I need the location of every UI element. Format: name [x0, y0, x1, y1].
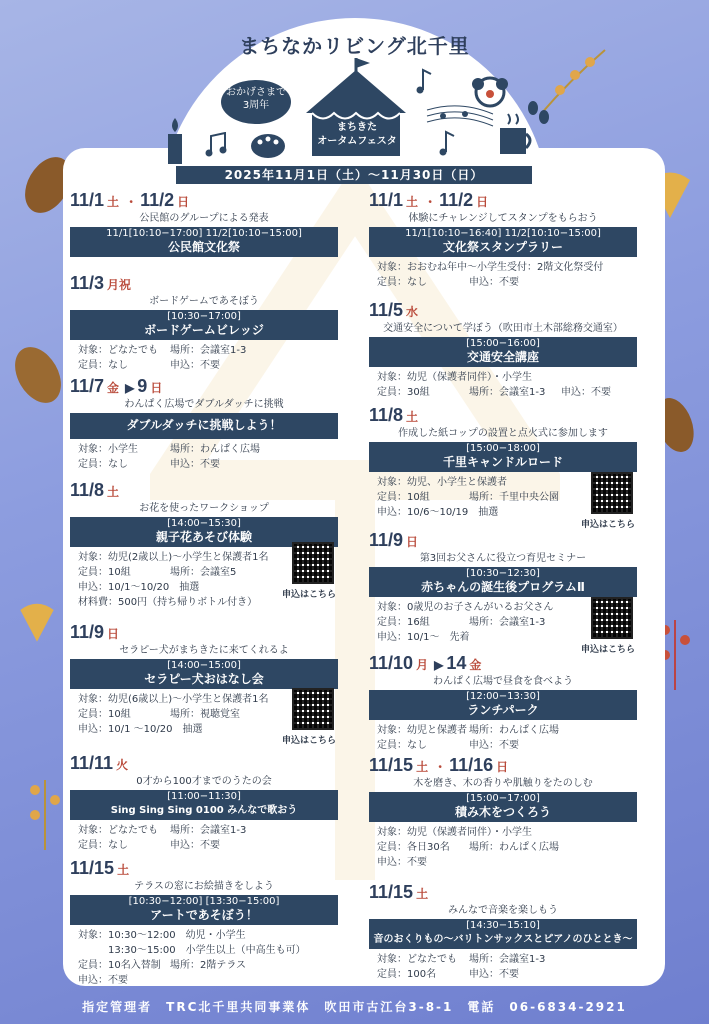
detail-text: 定員：10組 — [78, 567, 131, 578]
event-item — [70, 190, 338, 257]
detail-text: 定員：30組 — [377, 387, 430, 398]
detail-text: 申込：不要 — [78, 975, 128, 986]
event-item — [70, 622, 338, 746]
event-period-banner: 2025年11月1日（土）～11月30日（日） — [176, 166, 532, 184]
event-date — [369, 755, 637, 777]
event-time: [15:00−17:00] — [466, 793, 540, 804]
event-title-bar — [369, 690, 637, 720]
weekday-end: 日 — [476, 195, 489, 209]
footer-contact: 指定管理者 TRC北千里共同事業体 吹田市古江台3-8-1 電話 06-6834-2921 — [82, 1000, 627, 1014]
detail-text: 定員：10組 — [377, 492, 430, 503]
event-item — [369, 190, 637, 290]
qr-label: 申込はこちら — [581, 520, 636, 530]
weekday-end: 日 — [177, 195, 190, 209]
qr-code[interactable] — [292, 542, 334, 584]
event-name: 交通安全講座 — [466, 350, 539, 364]
detail-text: 対象：おおむね年中～小学生 — [377, 262, 507, 273]
event-title-bar — [70, 227, 338, 257]
event-details — [78, 823, 338, 853]
event-name: 千里キャンドルロード — [442, 455, 563, 469]
detail-text: 対象：幼児（保護者同伴）・小学生 — [377, 827, 532, 838]
event-date — [70, 190, 338, 212]
ginkgo-leaf-decoration — [12, 600, 62, 645]
event-name: Sing Sing Sing 0100 みんなで歌おう — [110, 805, 298, 816]
event-description: 体験にチャレンジしてスタンプをもらおう — [408, 213, 598, 224]
event-item — [70, 753, 338, 853]
qr-code[interactable] — [292, 688, 334, 730]
event-date — [70, 858, 338, 880]
event-date — [70, 753, 338, 775]
detail-text: 申込：不要 — [469, 969, 519, 980]
detail-text: 13:30～15:00 小学生以上（中高生も可） — [78, 945, 306, 956]
weekday-start: 水 — [406, 305, 419, 319]
event-title-bar — [369, 337, 637, 367]
festival-line-1: まちきた — [337, 122, 377, 133]
anniversary-bubble — [221, 80, 291, 124]
coffee-beans-icon — [525, 100, 551, 126]
detail-text: 定員：なし — [377, 740, 427, 751]
event-title-bar — [70, 413, 338, 439]
weekday-end: 金 — [469, 658, 482, 672]
event-name: ダブルダッチに挑戦しよう！ — [126, 418, 282, 432]
date-start: 11/11 — [70, 753, 114, 773]
event-time: [15:00−18:00] — [466, 443, 540, 454]
detail-row — [78, 457, 338, 472]
detail-row — [78, 442, 338, 457]
date-start: 11/15 — [70, 858, 115, 878]
music-note-icon — [438, 130, 456, 156]
event-time: [14:30−15:10] — [466, 920, 540, 931]
event-title-bar — [70, 310, 338, 340]
date-end: 9 — [137, 376, 148, 396]
weekday-start: 日 — [406, 535, 419, 549]
detail-text: 対象：小学生 — [78, 444, 138, 455]
detail-text: 場所：会議室1-3 — [469, 954, 546, 965]
event-details — [377, 952, 637, 982]
date-end: 11/16 — [449, 755, 494, 775]
detail-text: 申込：不要 — [469, 740, 519, 751]
weekday-end: 日 — [150, 381, 163, 395]
event-date — [369, 530, 637, 552]
bubble-line-1: おかげさまで — [226, 87, 286, 98]
qr-label: 申込はこちら — [282, 590, 337, 600]
event-name: ランチパーク — [467, 703, 539, 717]
detail-text: 申込：10/1～ 先着 — [377, 632, 470, 643]
detail-row — [78, 343, 338, 358]
date-separator: ▶ — [434, 658, 444, 672]
detail-text: 対象：10:30～12:00 幼児・小学生 — [78, 930, 246, 941]
event-details — [78, 343, 338, 373]
date-separator: ・ — [424, 195, 437, 209]
detail-text: 場所：2階テラス — [170, 960, 247, 971]
event-title-bar — [369, 792, 637, 822]
event-title-bar — [70, 659, 338, 689]
detail-text: 定員：なし — [78, 840, 128, 851]
date-separator: ・ — [125, 195, 138, 209]
event-time: [10:30−12:30] — [466, 568, 540, 579]
weekday-start: 土 — [406, 410, 419, 424]
detail-text: 対象：幼児(6歳以上)～小学生と保護者1名 — [78, 694, 269, 705]
detail-row — [377, 738, 637, 753]
event-description: 木を磨き、木の香りや肌触りをたのしむ — [413, 778, 593, 789]
detail-text: 対象：どなたでも — [78, 345, 158, 356]
detail-text: 定員：なし — [377, 277, 427, 288]
event-time: 11/1[10:10−16:40] 11/2[10:10−15:00] — [405, 228, 601, 239]
event-date — [70, 273, 338, 295]
event-details — [377, 260, 637, 290]
event-title-bar — [369, 919, 637, 949]
date-start: 11/9 — [369, 530, 404, 550]
event-details — [78, 928, 338, 988]
weekday-end: 日 — [496, 760, 509, 774]
music-note-icon — [205, 132, 229, 158]
event-time: [15:00−16:00] — [466, 338, 540, 349]
weekday-start: 土 — [416, 760, 429, 774]
event-description: わんぱく広場で昼食を食べよう — [433, 676, 573, 687]
date-end: 14 — [446, 653, 467, 673]
event-time: [14:00−15:00] — [167, 660, 241, 671]
event-date — [369, 405, 637, 427]
detail-text: 場所：視聴覚室 — [170, 709, 240, 720]
qr-code[interactable] — [591, 472, 633, 514]
detail-text: 定員：各日30名 — [377, 842, 450, 853]
event-description: テラスの窓にお絵描きをしよう — [134, 881, 274, 892]
event-description: 公民館のグループによる発表 — [139, 213, 269, 224]
detail-text: 定員：16組 — [377, 617, 430, 628]
detail-text: 対象：幼児、小学生と保護者 — [377, 477, 507, 488]
event-name: セラピー犬おはなし会 — [144, 672, 264, 686]
event-item — [70, 858, 338, 988]
music-score-icon — [425, 100, 495, 136]
event-item — [369, 755, 637, 870]
weekday-start: 日 — [107, 627, 120, 641]
event-name: 親子花あそび体験 — [155, 530, 252, 544]
date-separator: ・ — [434, 760, 447, 774]
event-description: 作成した紙コップの設置と点火式に参加します — [398, 428, 608, 439]
event-item — [369, 405, 637, 530]
detail-row — [377, 260, 637, 275]
event-item — [70, 376, 338, 472]
event-date — [369, 653, 637, 675]
qr-code[interactable] — [591, 597, 633, 639]
event-item — [369, 300, 637, 400]
weekday-start: 金 — [107, 381, 120, 395]
event-time: 11/1[10:10−17:00] 11/2[10:10−15:00] — [106, 228, 302, 239]
event-time: [10:30−17:00] — [167, 311, 241, 322]
detail-row — [78, 973, 338, 988]
event-item — [70, 273, 338, 373]
date-separator: ▶ — [125, 381, 135, 395]
detail-text: 定員：100名 — [377, 969, 437, 980]
detail-text: 申込：不要 — [561, 387, 611, 398]
candle-icon — [165, 118, 185, 164]
event-name: 文化祭スタンプラリー — [442, 240, 563, 254]
date-start: 11/7 — [70, 376, 105, 396]
detail-row — [377, 855, 637, 870]
event-description: ボードゲームであそぼう — [149, 296, 259, 307]
detail-row — [78, 928, 338, 943]
detail-text: 申込：不要 — [170, 360, 220, 371]
event-description: わんぱく広場でダブルダッチに挑戦 — [124, 399, 284, 410]
date-start: 11/3 — [70, 273, 105, 293]
detail-text: 申込：不要 — [469, 277, 519, 288]
event-date — [369, 300, 637, 322]
detail-text: 申込：10/1～10/20 抽選 — [78, 582, 200, 593]
event-time: [14:00−15:30] — [167, 518, 241, 529]
date-start: 11/15 — [369, 755, 414, 775]
weekday-start: 土 — [406, 195, 419, 209]
detail-text: 対象：幼児（保護者同伴）・小学生 — [377, 372, 532, 383]
event-item — [369, 530, 637, 655]
event-name: 公民館文化祭 — [167, 240, 240, 254]
event-date — [369, 190, 637, 212]
date-start: 11/8 — [70, 480, 105, 500]
event-name: ボードゲームビレッジ — [144, 323, 264, 337]
event-date — [70, 480, 338, 502]
detail-text: 定員：なし — [78, 360, 128, 371]
detail-row — [377, 967, 637, 982]
date-start: 11/1 — [70, 190, 105, 210]
event-date — [369, 882, 637, 904]
event-description: みんなで音楽を楽しもう — [448, 905, 558, 916]
detail-text: 場所：わんぱく広場 — [170, 444, 260, 455]
detail-text: 場所：会議室1-3 — [469, 617, 546, 628]
date-start: 11/9 — [70, 622, 105, 642]
detail-text: 申込：10/6～10/19 抽選 — [377, 507, 499, 518]
bubble-line-2: 3周年 — [242, 100, 270, 111]
detail-text: 場所：わんぱく広場 — [469, 842, 559, 853]
event-title-bar — [369, 442, 637, 472]
detail-text: 対象：幼児と保護者 — [377, 725, 467, 736]
weekday-start: 土 — [107, 485, 120, 499]
event-details — [377, 723, 637, 753]
festival-line-2: オータムフェスタ — [317, 136, 397, 147]
event-item — [369, 653, 637, 753]
leaf-decoration — [8, 340, 68, 410]
detail-row — [377, 723, 637, 738]
detail-text: 対象：どなたでも — [377, 954, 457, 965]
detail-row — [377, 952, 637, 967]
date-start: 11/5 — [369, 300, 404, 320]
detail-row — [377, 275, 637, 290]
date-end: 11/2 — [439, 190, 474, 210]
detail-text: 対象：どなたでも — [78, 825, 158, 836]
weekday-start: 月祝 — [107, 278, 132, 292]
detail-text: 受付：2階文化祭受付 — [507, 262, 604, 273]
event-time: [11:00−11:30] — [167, 791, 241, 802]
event-title-bar — [70, 895, 338, 925]
event-time: [10:30−12:00] [13:30−15:00] — [128, 896, 280, 907]
detail-row — [78, 823, 338, 838]
event-description: 交通安全について学ぼう（吹田市土木部総務交通室） — [383, 323, 623, 334]
event-description: 0才から100才までのうたの会 — [136, 776, 272, 787]
detail-row — [377, 370, 637, 385]
weekday-start: 火 — [116, 758, 129, 772]
date-start: 11/15 — [369, 882, 414, 902]
detail-text: 定員：10組 — [78, 709, 131, 720]
event-item — [70, 480, 338, 610]
event-date — [70, 622, 338, 644]
event-description: 第3回お父さんに役立つ育児セミナー — [419, 553, 587, 564]
detail-text: 場所：千里中央公園 — [469, 492, 559, 503]
detail-text: 申込：不要 — [170, 459, 220, 470]
detail-text: 対象：0歳児のお子さんがいるお父さん — [377, 602, 554, 613]
detail-row — [377, 825, 637, 840]
event-name: 音のおくりもの〜バリトンサックスとピアノのひととき〜 — [373, 934, 633, 945]
date-end: 11/2 — [140, 190, 175, 210]
weekday-start: 月 — [416, 658, 429, 672]
detail-text: 場所：会議室5 — [170, 567, 237, 578]
detail-row — [377, 840, 637, 855]
detail-text: 定員：なし — [78, 459, 128, 470]
detail-text: 材料費：500円（持ち帰りボトル付き） — [78, 597, 258, 608]
event-details — [377, 370, 637, 400]
event-description: お花を使ったワークショップ — [139, 503, 269, 514]
detail-text: 場所：会議室1-3 — [170, 825, 247, 836]
page-title: まちなかリビング北千里 — [239, 36, 470, 58]
event-item — [369, 882, 637, 982]
festival-name — [314, 121, 400, 149]
detail-text: 申込：不要 — [170, 840, 220, 851]
detail-row — [78, 943, 338, 958]
qr-label: 申込はこちら — [282, 736, 337, 746]
event-time: [12:00−13:30] — [466, 691, 540, 702]
detail-row — [78, 358, 338, 373]
event-date — [70, 376, 338, 398]
date-start: 11/10 — [369, 653, 414, 673]
detail-text: 場所：会議室1-3 — [170, 345, 247, 356]
detail-text: 場所：会議室1-3 — [469, 387, 546, 398]
detail-text: 場所：わんぱく広場 — [469, 725, 559, 736]
detail-row — [78, 838, 338, 853]
date-start: 11/8 — [369, 405, 404, 425]
event-title-bar — [369, 227, 637, 257]
weekday-start: 土 — [416, 887, 429, 901]
event-name: 赤ちゃんの誕生後プログラムⅡ — [421, 580, 585, 594]
event-name: 積み木をつくろう — [454, 805, 551, 819]
qr-label: 申込はこちら — [581, 645, 636, 655]
detail-text: 申込：不要 — [377, 857, 427, 868]
event-title-bar — [369, 567, 637, 597]
weekday-start: 土 — [117, 863, 130, 877]
detail-row — [377, 385, 637, 400]
detail-text: 対象：幼児(2歳以上)～小学生と保護者1名 — [78, 552, 269, 563]
palette-icon — [250, 132, 286, 160]
weekday-start: 土 — [107, 195, 120, 209]
music-note-icon — [415, 68, 435, 94]
event-details — [78, 442, 338, 472]
event-details — [377, 825, 637, 870]
detail-text: 申込：10/1 ～10/20 抽選 — [78, 724, 203, 735]
detail-text: 定員：10名入替制 — [78, 960, 161, 971]
detail-row — [78, 958, 338, 973]
event-title-bar — [70, 790, 338, 820]
event-description: セラピー犬がまちきたに来てくれるよ — [119, 645, 289, 656]
event-name: アートであそぼう！ — [150, 908, 258, 922]
date-start: 11/1 — [369, 190, 404, 210]
